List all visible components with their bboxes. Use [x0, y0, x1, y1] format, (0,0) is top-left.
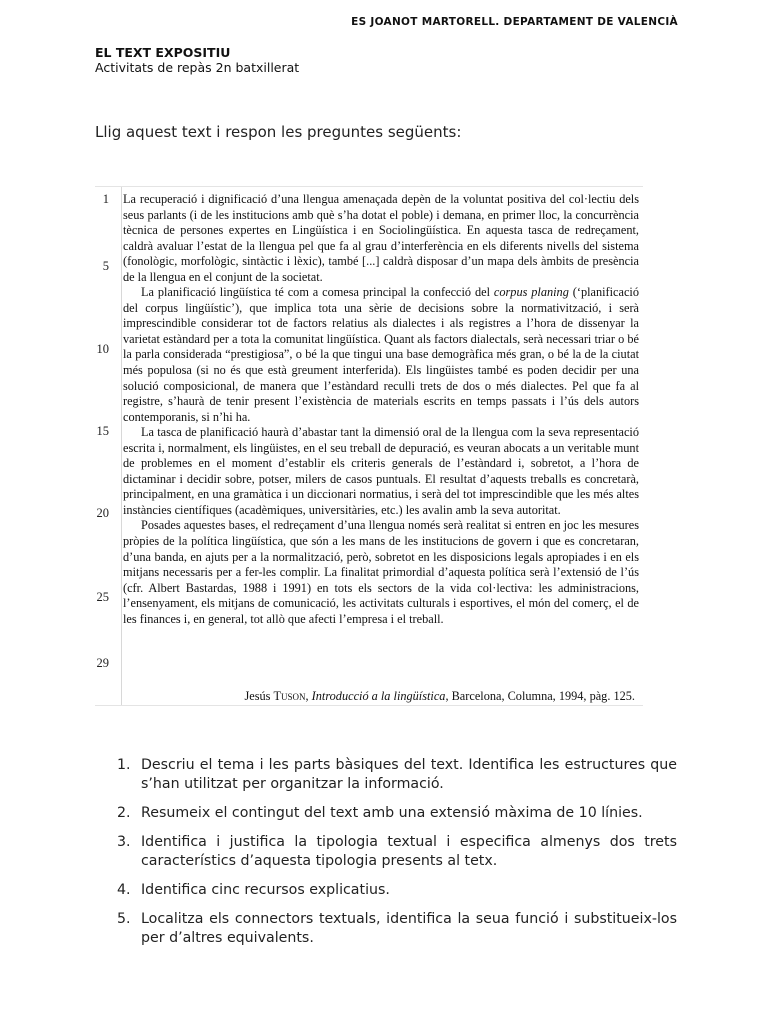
passage-paragraph-1: La recuperació i dignificació d’una llengua amenaçada depèn de la voluntat positiva del col·lectiu dels seus parlants (i de les institucions amb què s’ha dotat el poble) i demana, en primer lloc, la concurrència tècnica de persones expertes en Lingüística i en Sociolingüística. En aquesta tasca de redreçament, caldrà avaluar l’estat de la llengua pel que fa al grau d’interferència en els diferents nivells del sistema (fonològic, morfològic, sintàctic i lèxic), també [...] caldrà disposar d’un mapa dels àmbits de presència de la llengua en el conjunt de la societat.	[123, 192, 639, 284]
question-number: 3.	[117, 834, 131, 850]
institution-header: ES JOANOT MARTORELL. DEPARTAMENT DE VALENCIÀ	[351, 16, 678, 28]
source-citation	[244, 689, 635, 704]
question-number: 5.	[117, 911, 131, 927]
passage-paragraph-2	[123, 285, 639, 425]
author-last-name: Tuson	[273, 689, 306, 703]
question-item	[117, 756, 677, 794]
text-excerpt-box	[95, 186, 643, 706]
question-number: 4.	[117, 882, 131, 898]
line-number: 15	[96, 424, 109, 438]
line-number: 1	[102, 192, 109, 206]
instruction-text: Llig aquest text i respon les preguntes següents:	[95, 123, 462, 141]
paragraph-2-rest: (‘planificació del corpus lingüístic’), que implica tota una sèrie de decisions sobre la normativització, i serà imprescindible considerar tot de factors relatius als dialectes i als registres a l’hora de dissenyar la varietat estàndard per a tota la comunitat lingüística. Quant als factors dialectals, serà necessari triar o bé la parla considerada “prestigiosa”, o bé la que tingui una base demogràfica més gran, o bé la de la ciutat més populosa (si no és que està greument interferida). Els lingüistes també es poden decidir per una solució composicional, de manera que l’estàndard reculli trets de dos o més dialectes. Pel que fa al registre, s’haurà de tenir present l’existència de materials escrits en temps passats i l’ús dels autors contemporanis, si n’hi ha.	[123, 285, 639, 424]
corpus-planing-term: corpus planing	[493, 285, 569, 300]
questions-list	[117, 756, 677, 958]
passage-paragraph-3: La tasca de planificació haurà d’abastar tant la dimensió oral de la llengua com la seva representació escrita i, normalment, els lingüistes, en el seu treball de depuració, es veuran abocats a un veritable munt de problemes en el moment d’establir els criteris generals de l’estàndard i, sobretot, a l’hora de dictaminar i decidir sobre, potser, milers de casos puntuals. El resultat d’aquests treballs es concretarà, principalment, en una gramàtica i un diccionari normatius, i serà del tot imprescindible que les més altes instàncies científiques (acadèmiques, universitàries, etc.) les avalin amb la seva autoritat.	[123, 425, 639, 517]
paragraph-2-start: La planificació lingüística té com a comesa principal la confecció del	[141, 285, 494, 300]
publication-info: , Barcelona, Columna, 1994, pàg. 125.	[445, 689, 635, 703]
book-title: Introducció a la lingüística	[311, 689, 446, 703]
author-first-name: Jesús	[244, 689, 274, 703]
line-number: 25	[96, 590, 109, 604]
question-item	[117, 804, 677, 823]
question-text: Resumeix el contingut del text amb una extensió màxima de 10 línies.	[141, 805, 643, 821]
question-item	[117, 910, 677, 948]
question-item	[117, 881, 677, 900]
document-subtitle: Activitats de repàs 2n batxillerat	[95, 60, 300, 75]
question-number: 2.	[117, 805, 131, 821]
passage-text	[123, 192, 639, 627]
line-number: 20	[96, 506, 109, 520]
question-text: Localitza els connectors textuals, identifica la seua funció i substitueix-los per d’altres equivalents.	[141, 911, 677, 946]
passage-paragraph-4: Posades aquestes bases, el redreçament d’una llengua només serà realitat si entren en joc les mesures pròpies de la política lingüística, que són a les mans de les institucions de govern i que es concretaran, d’una banda, en ajuts per a la normalització, però, sobretot en les disposicions legals apropiades i en els mitjans necessaris per a fer-les complir. La finalitat primordial d’aquesta política serà l’extensió de l’ús (cfr. Albert Bastardas, 1988 i 1991) en tots els sectors de la vida col·lectiva: les administracions, l’ensenyament, els mitjans de comunicació, les activitats culturals i esportives, el món del comerç, el de les finances i, en general, tot allò que afecti l’empresa i el treball.	[123, 518, 639, 626]
line-number: 29	[96, 656, 109, 670]
line-number-column	[95, 187, 122, 705]
document-title: EL TEXT EXPOSITIU	[95, 45, 231, 60]
citation-separator: ,	[305, 689, 312, 703]
question-number: 1.	[117, 757, 131, 773]
question-item	[117, 833, 677, 871]
question-text: Identifica i justifica la tipologia textual i especifica almenys dos trets característics d’aquesta tipologia presents al tetx.	[141, 834, 677, 869]
question-text: Descriu el tema i les parts bàsiques del text. Identifica les estructures que s’han utilitzat per organitzar la informació.	[141, 757, 677, 792]
question-text: Identifica cinc recursos explicatius.	[141, 882, 390, 898]
line-number: 10	[96, 342, 109, 356]
line-number: 5	[102, 259, 109, 273]
